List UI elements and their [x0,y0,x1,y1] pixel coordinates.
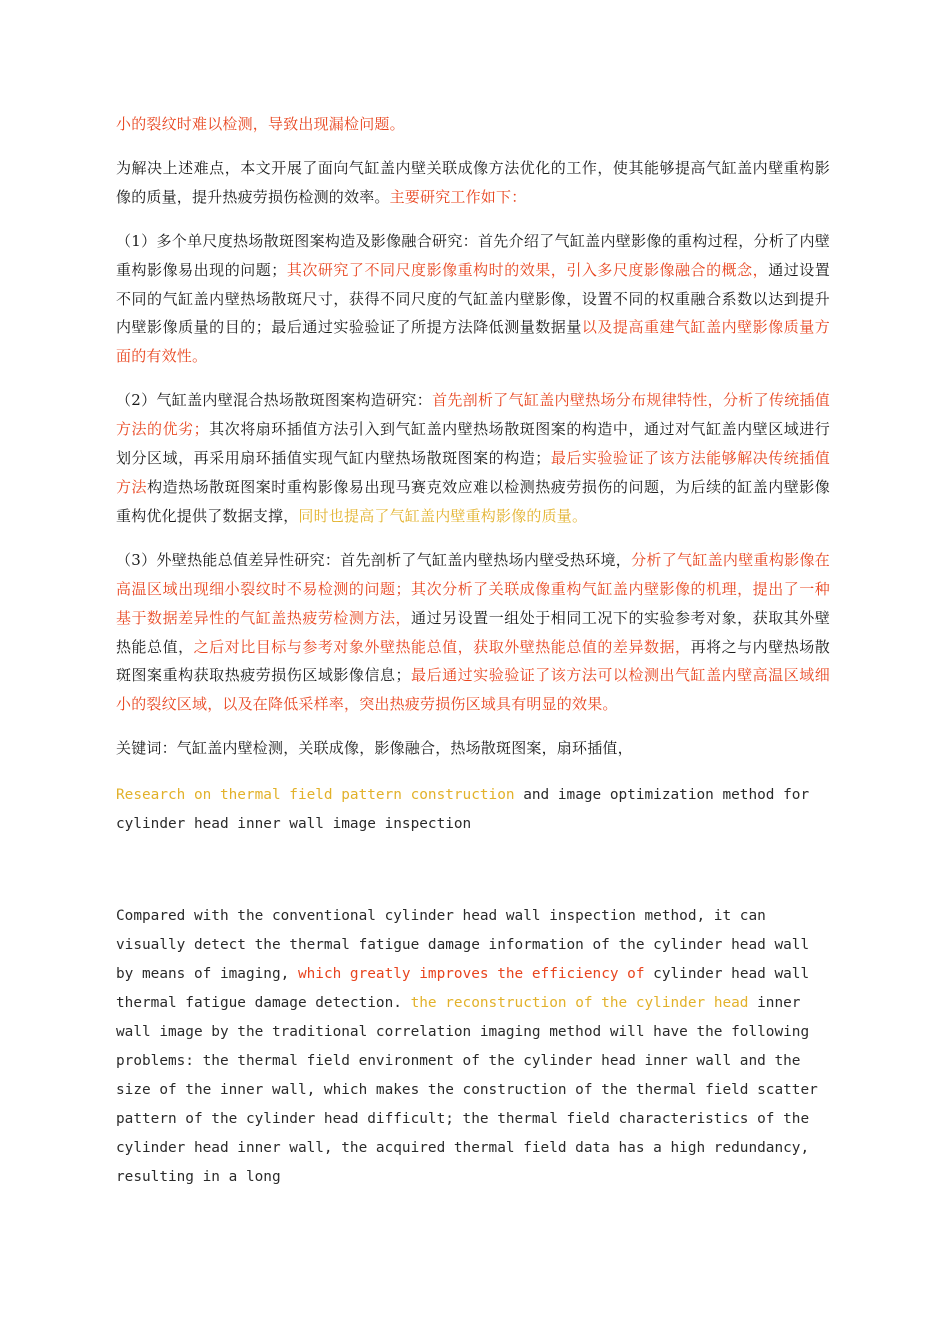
highlight-yellow: 同时也提高了气缸盖内壁重构影像的质量。 [298,506,588,525]
keywords-line: 关键词：气缸盖内壁检测，关联成像，影像融合，热场散斑图案，扇环插值， [116,739,633,758]
text-run: 构造热场散斑图案时重构影像易出现马赛克效应难以检测热疲劳损伤的问题，为后续的缸盖内壁影像重构优化提供了数据支撑， [116,477,830,525]
text-run: cylinder head wall thermal fatigue damage detection. [116,966,810,1012]
highlight-red: 其次研究了不同尺度影像重构时的效果，引入多尺度影像融合的概念， [286,260,769,279]
highlight-yellow: the reconstruction of the cylinder head [410,995,749,1012]
highlight-red: which greatly improves the efficiency of [297,966,645,983]
highlight-red: 最后通过实验验证了该方法可以检测出气缸盖内壁高温区域细小的裂纹区域，以及在降低采样率，突出热疲劳损伤区域具有明显的效果。 [116,666,830,714]
paragraph-research-1 [116,227,830,372]
english-title [116,781,830,839]
text-run: 通过另设置一组处于相同工况下的实验参考对象，获取其外壁热能总值， [116,608,830,656]
highlight-red: 小的裂纹时难以检测，导致出现漏检问题。 [116,115,405,133]
highlight-red: 首先剖析了气缸盖内壁热场分布规律特性，分析了传统插值方法的优劣； [116,391,831,439]
text-run: Compared with the conventional cylinder head wall inspection method, it can visually detect the thermal fatigue damage information of the cylinder head wall by means of imaging, [116,908,810,983]
paragraph-solution [116,154,830,212]
text-run: 为解决上述难点，本文开展了面向气缸盖内壁关联成像方法优化的工作，使其能够提高气缸盖内壁重构影像的质量，提升热疲劳损伤检测的效率。 [116,158,830,206]
text-run: 通过设置不同的气缸盖内壁热场散斑尺寸，获得不同尺度的气缸盖内壁影像，设置不同的权重融合系数以达到提升内壁影像质量的目的；最后通过实验验证了所提方法降低测量数据量 [116,260,830,337]
text-run: （3）外壁热能总值差异性研究：首先剖析了气缸盖内壁热场内壁受热环境， [116,550,632,569]
highlight-yellow: Research on thermal field pattern construction [116,787,515,804]
highlight-red: 之后对比目标与参考对象外壁热能总值，获取外壁热能总值的差异数据， [193,637,691,656]
text-run: and image optimization method for cylinder head inner wall image inspection [116,787,810,833]
highlight-red: 以及提高重建气缸盖内壁影像质量方面的有效性。 [116,318,830,366]
highlight-red: 分析了气缸盖内壁重构影像在高温区域出现细小裂纹时不易检测的问题；其次分析了关联成像重构气缸盖内壁影像的机理，提出了一种基于数据差异性的气缸盖热疲劳检测方法， [116,550,830,627]
paragraph-research-2 [116,386,830,531]
english-abstract [116,902,830,1192]
document-page [116,110,830,1192]
text-run: （2）气缸盖内壁混合热场散斑图案构造研究： [116,391,433,410]
paragraph-intro-end [116,110,830,139]
text-run: inner wall image by the traditional correlation imaging method will have the following problems: the thermal field environment of the cylinder head inner wall and the size of the inner wall, which makes the construction of the thermal field scatter pattern of the cylinder head difficult; the thermal field characteristics of the cylinder head inner wall, the acquired thermal field data has a high redundancy, resulting in a long [116,995,818,1186]
highlight-red: 最后实验验证了该方法能够解决传统插值方法 [116,449,830,496]
text-run: 再将之与内壁热场散斑图案重构获取热疲劳损伤区域影像信息； [116,637,830,685]
text-run: （1）多个单尺度热场散斑图案构造及影像融合研究：首先介绍了气缸盖内壁影像的重构过程，分析了内壁重构影像易出现的问题； [116,231,830,279]
text-run: 其次将扇环插值方法引入到气缸盖内壁热场散斑图案的构造中，通过对气缸盖内壁区域进行划分区域，再采用扇环插值实现气缸内壁热场散斑图案的构造； [116,420,830,468]
paragraph-research-3 [116,546,830,719]
highlight-red: 主要研究工作如下： [389,187,527,206]
